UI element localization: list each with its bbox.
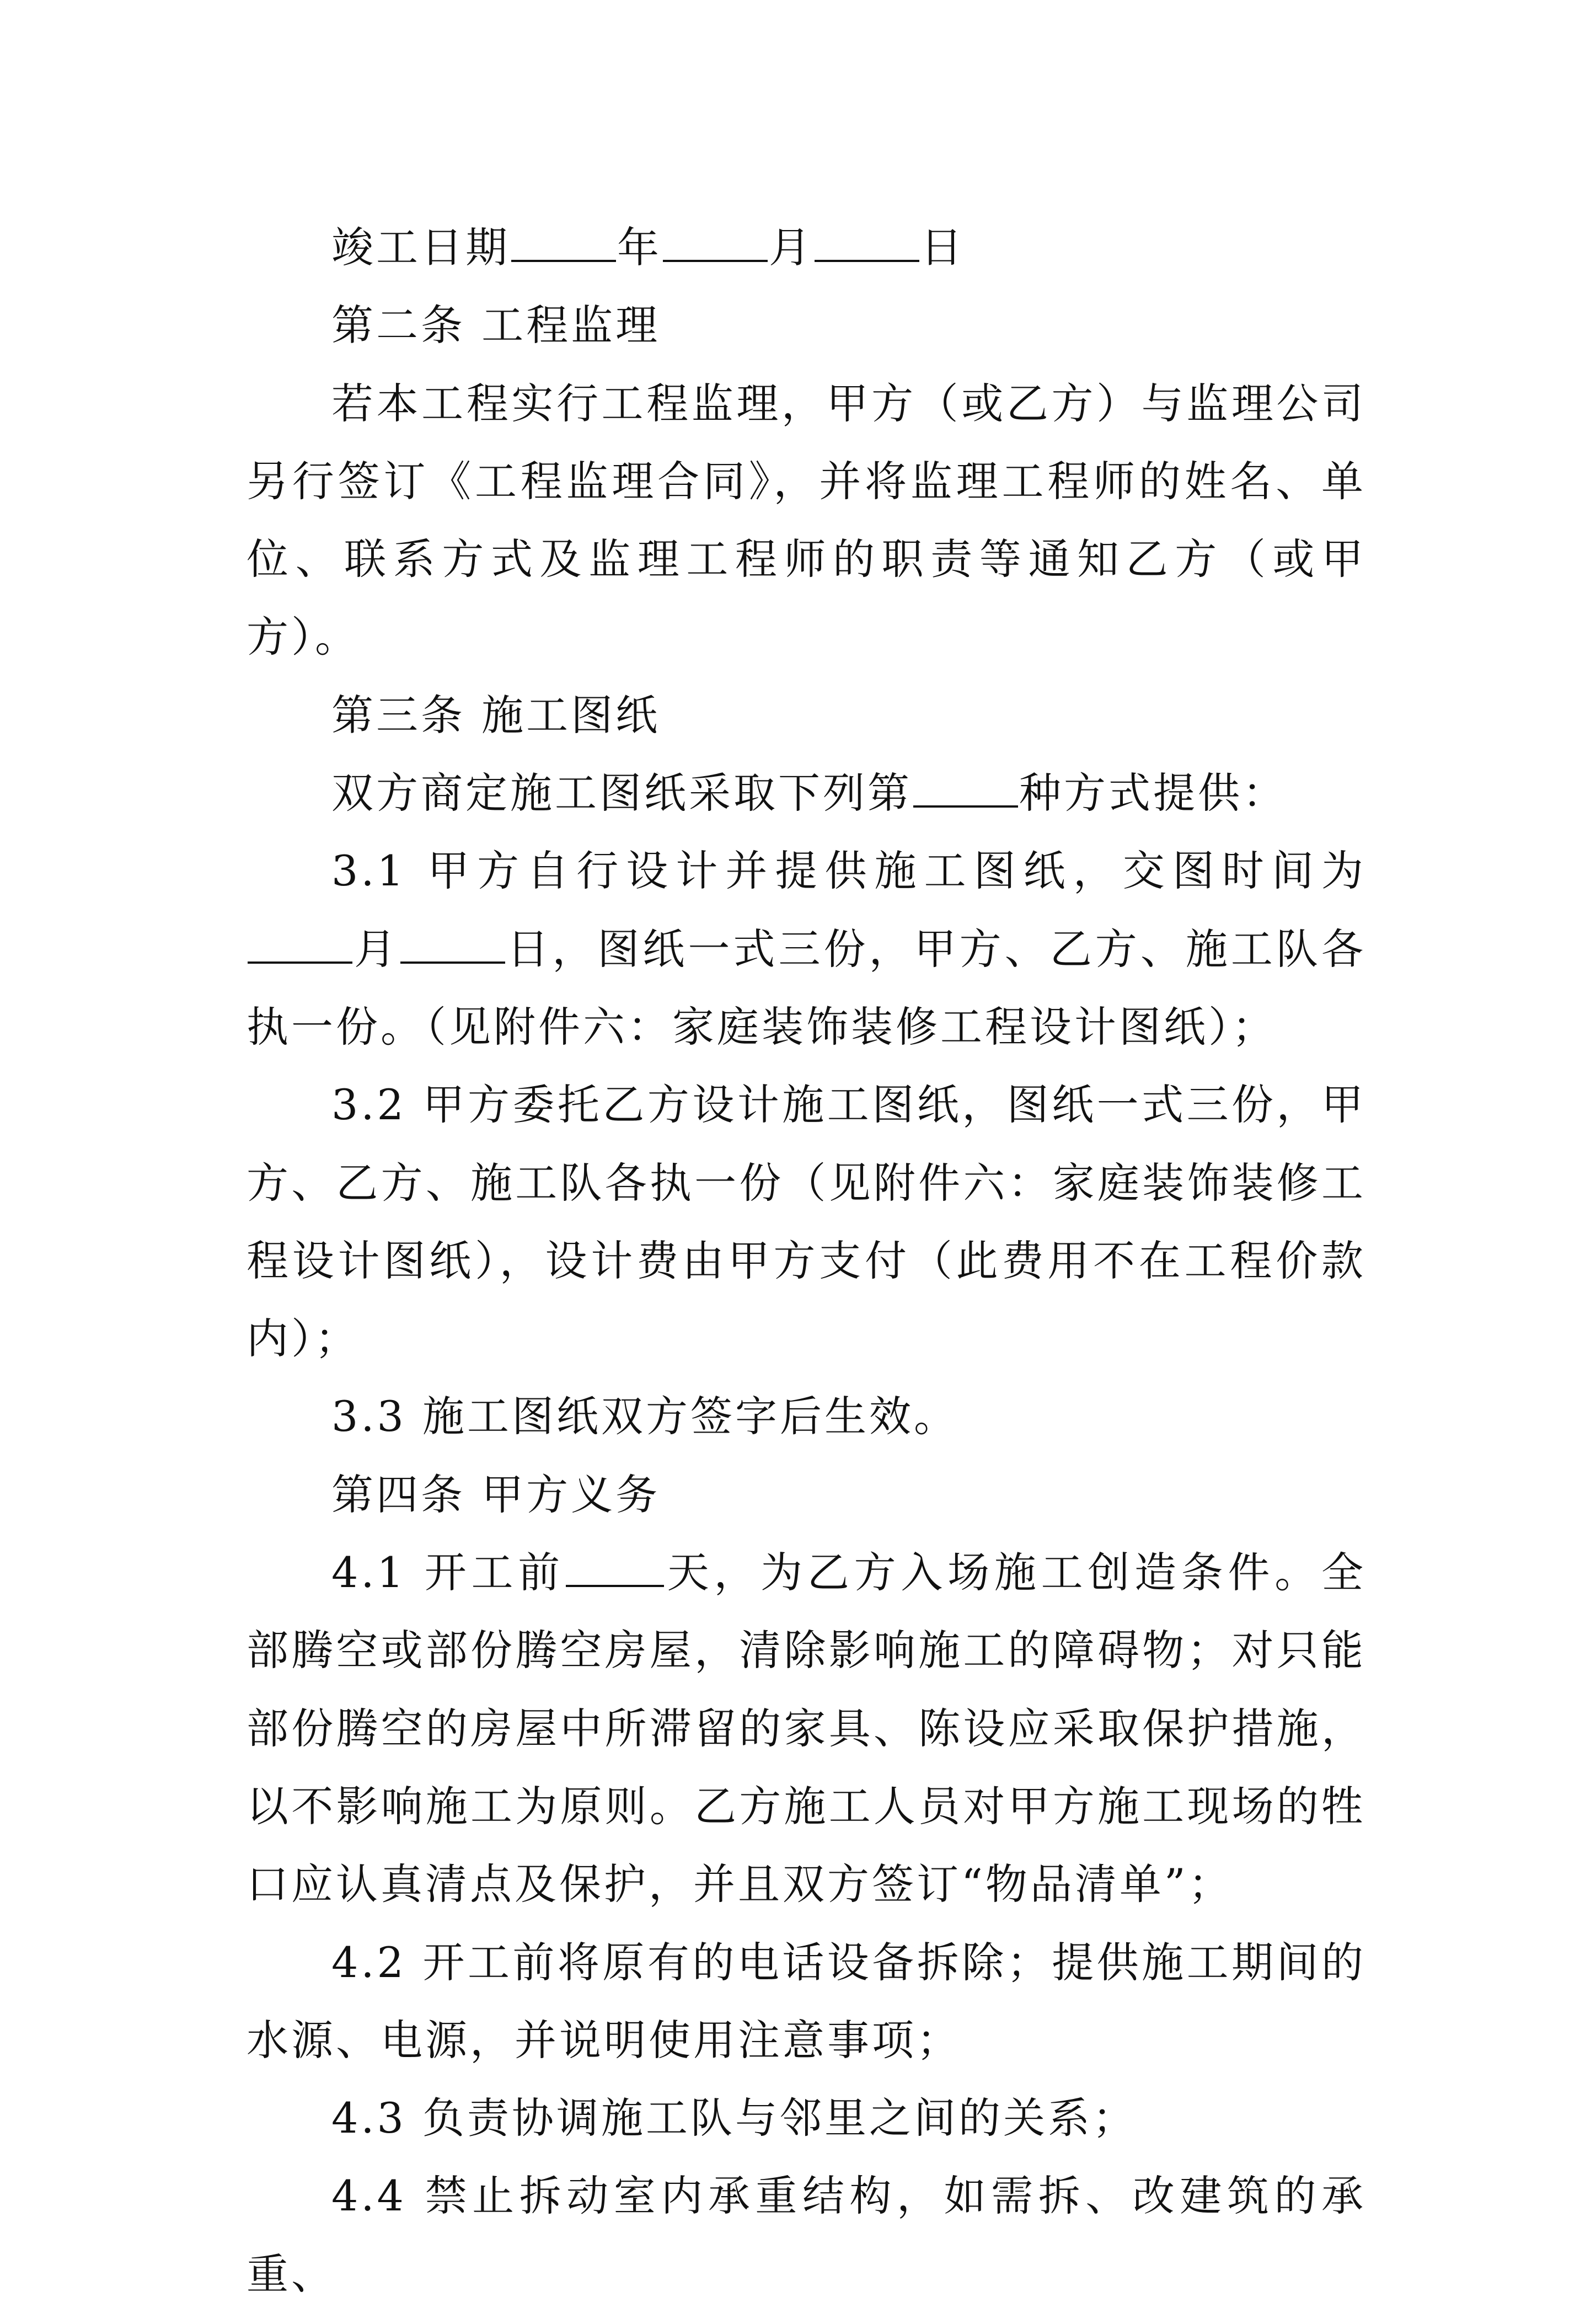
completion-date-line: [247, 209, 1366, 286]
method-number-blank: [913, 771, 1018, 808]
article-3-heading: 第三条 施工图纸: [331, 690, 661, 740]
clause-4-3: 4.3 负责协调施工队与邻里之间的关系；: [331, 2093, 1138, 2143]
clause-3-3: 3.3 施工图纸双方签字后生效。: [331, 1392, 959, 1441]
year-label: 年: [617, 223, 662, 272]
article-2-body: 若本工程实行工程监理，甲方（或乙方）与监理公司另行签订《工程监理合同》，并将监理工程师的姓名、单位、联系方式及监理工程师的职责等通知乙方（或甲方）。: [247, 378, 1366, 662]
day-label: 日: [920, 223, 965, 272]
clause-3-1-month: 月: [354, 924, 400, 974]
article-3-intro: [247, 754, 1366, 832]
document-body: [247, 209, 1366, 2313]
clause-4-1-text: 4.1 开工前: [331, 1548, 565, 1598]
delivery-day-blank: [400, 927, 505, 964]
clause-3-2: 3.2 甲方委托乙方设计施工图纸，图纸一式三份，甲方、乙方、施工队各执一份（见附件六：家庭装饰装修工程设计图纸），设计费由甲方支付（此费用不在工程价款内）；: [247, 1080, 1366, 1364]
year-blank: [511, 226, 616, 262]
delivery-month-blank: [248, 927, 352, 964]
clause-3-1: [247, 832, 1366, 1066]
article-3-intro-text-end: 种方式提供：: [1019, 768, 1287, 818]
clause-3-1-text-end: 日，图纸一式三份，甲方、乙方、施工队各执一份。（见附件六：家庭装饰装修工程设计图纸）；: [247, 924, 1367, 1051]
day-blank: [815, 226, 919, 262]
month-label: 月: [769, 223, 813, 272]
clause-4-1-text-end: 天，为乙方入场施工创造条件。全部腾空或部份腾空房屋，清除影响施工的障碍物；对只能部份腾空的房屋中所滞留的家具、陈设应采取保护措施，以不影响施工为原则。乙方施工人员对甲方施工现场的牲口应认真清点及保护，并且双方签订“物品清单”；: [247, 1548, 1366, 1909]
clause-4-4: 4.4 禁止拆动室内承重结构，如需拆、改建筑的承重、: [247, 2171, 1366, 2299]
clause-4-2: 4.2 开工前将原有的电话设备拆除；提供施工期间的水源、电源，并说明使用注意事项；: [247, 1937, 1366, 2065]
clause-3-1-text: 3.1 甲方自行设计并提供施工图纸，交图时间为: [331, 846, 1366, 896]
article-3-intro-text: 双方商定施工图纸采取下列第: [331, 768, 912, 818]
completion-date-label: 竣工日期: [331, 223, 510, 272]
days-before-blank: [566, 1551, 664, 1587]
month-blank: [663, 226, 768, 262]
clause-4-1: [247, 1534, 1366, 1923]
article-4-heading: 第四条 甲方义务: [331, 1470, 661, 1519]
article-2-heading: 第二条 工程监理: [331, 301, 661, 350]
